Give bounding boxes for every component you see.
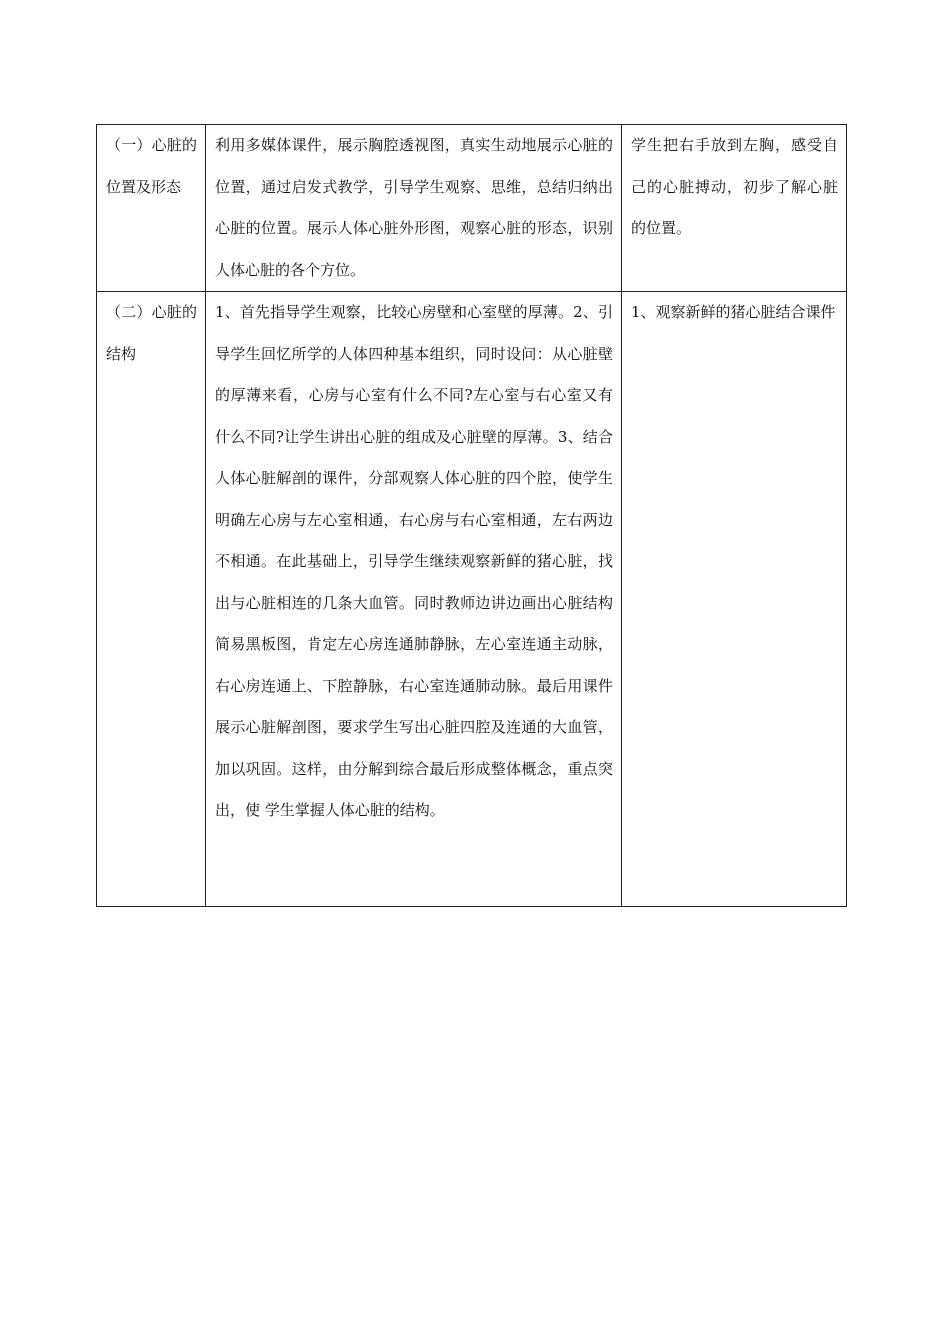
student-activity-text: 1、观察新鲜的猪心脏结合课件 [631, 303, 836, 321]
topic-text: （二）心脏的结构 [106, 303, 197, 363]
teacher-activity-cell [206, 125, 622, 292]
topic-cell [97, 292, 206, 907]
teacher-activity-text: 1、首先指导学生观察，比较心房壁和心室壁的厚薄。2、引导学生回忆所学的人体四种基本组织，同时设问：从心脏壁的厚薄来看，心房与心室有什么不同?左心室与右心室又有什么不同?让学生讲出心脏的组成及心脏壁的厚薄。3、结合人体心脏解剖的课件，分部观察人体心脏的四个腔，使学生明确左心房与左心室相通，右心房与右心室相通，左右两边不相通。在此基础上，引导学生继续观察新鲜的猪心脏，找出与心脏相连的几条大血管。同时教师边讲边画出心脏结构简易黑板图，肯定左心房连通肺静脉，左心室连通主动脉，右心房连通上、下腔静脉，右心室连通肺动脉。最后用课件展示心脏解剖图，要求学生写出心脏四腔及连通的大血管，加以巩固。这样，由分解到综合最后形成整体概念，重点突出，使 学生掌握人体心脏的结构。 [215, 303, 613, 819]
student-activity-cell [622, 292, 847, 907]
lesson-plan-table [96, 124, 847, 907]
table-row [97, 125, 847, 292]
topic-cell [97, 125, 206, 292]
teacher-activity-text: 利用多媒体课件，展示胸腔透视图，真实生动地展示心脏的位置，通过启发式教学，引导学生观察、思维，总结归纳出心脏的位置。展示人体心脏外形图，观察心脏的形态，识别人体心脏的各个方位。 [215, 136, 613, 279]
table-row [97, 292, 847, 907]
teacher-activity-cell [206, 292, 622, 907]
topic-text: （一）心脏的位置及形态 [106, 136, 197, 196]
student-activity-cell [622, 125, 847, 292]
student-activity-text: 学生把右手放到左胸，感受自己的心脏搏动，初步了解心脏的位置。 [631, 136, 838, 237]
